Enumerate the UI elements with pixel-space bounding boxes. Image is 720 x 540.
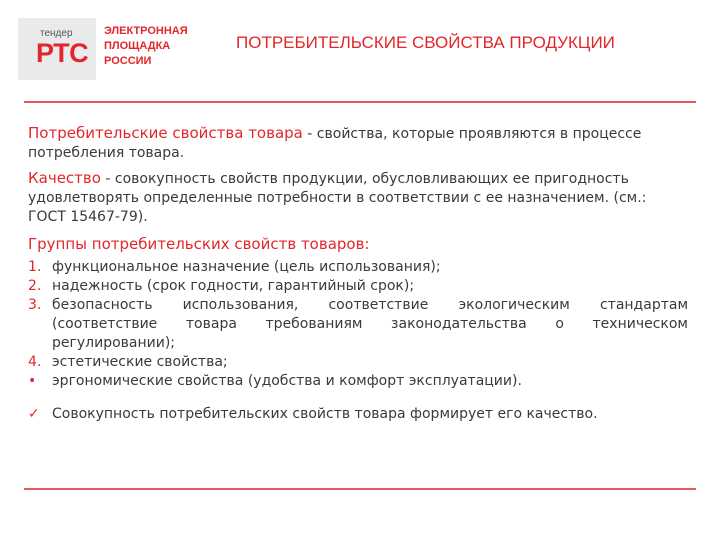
list-item-text: безопасность использования, соответствие экологическим стандартам (соответствие товара требованиям законодательства о техническом регулировании);	[52, 297, 688, 351]
definition-quality	[28, 169, 688, 227]
list-item-text: эргономические свойства (удобства и комфорт эксплуатации).	[52, 373, 522, 389]
logo-line: ЭЛЕКТРОННАЯ	[104, 25, 188, 37]
logo-line: РОССИИ	[104, 55, 152, 67]
bottom-divider	[24, 488, 696, 490]
list-item	[28, 277, 688, 296]
logo-tender-text: тендер	[40, 28, 73, 39]
logo-rts-text: РТС	[36, 38, 89, 68]
page-title: ПОТРЕБИТЕЛЬСКИЕ СВОЙСТВА ПРОДУКЦИИ	[236, 33, 615, 52]
list-item	[28, 353, 688, 372]
list-marker: 1.	[28, 259, 42, 275]
list-marker: 2.	[28, 278, 42, 294]
list-marker: •	[28, 373, 37, 389]
slide-content	[28, 124, 688, 424]
logo-badge	[18, 18, 96, 80]
logo-wordmark	[104, 24, 188, 69]
list-item	[28, 372, 688, 391]
list-item-text: эстетические свойства;	[52, 354, 228, 370]
list-marker: 4.	[28, 354, 42, 370]
definition-text: - свойства, которые проявляются в процессе потребления товара.	[28, 126, 642, 161]
top-divider	[24, 101, 696, 103]
list-item-text: функциональное назначение (цель использования);	[52, 259, 441, 275]
definition-term: Потребительские свойства товара	[28, 124, 303, 142]
definition-term: Качество	[28, 169, 101, 187]
summary-line	[28, 405, 688, 424]
summary-text: Совокупность потребительских свойств товара формирует его качество.	[52, 406, 598, 422]
logo-line: ПЛОЩАДКА	[104, 40, 171, 52]
list-item	[28, 258, 688, 277]
definition-consumer-properties	[28, 124, 688, 163]
list-item	[28, 296, 688, 353]
groups-heading: Группы потребительских свойств товаров:	[28, 235, 370, 253]
groups-list	[28, 258, 688, 391]
list-item-text: надежность (срок годности, гарантийный срок);	[52, 278, 415, 294]
definition-text: - совокупность свойств продукции, обусловливающих ее пригодность удовлетворять определенные потребности в соответствии с ее назначением. (см.: ГОСТ 15467-79).	[28, 171, 647, 225]
list-marker: 3.	[28, 297, 42, 313]
checkmark-icon: ✓	[28, 406, 40, 422]
